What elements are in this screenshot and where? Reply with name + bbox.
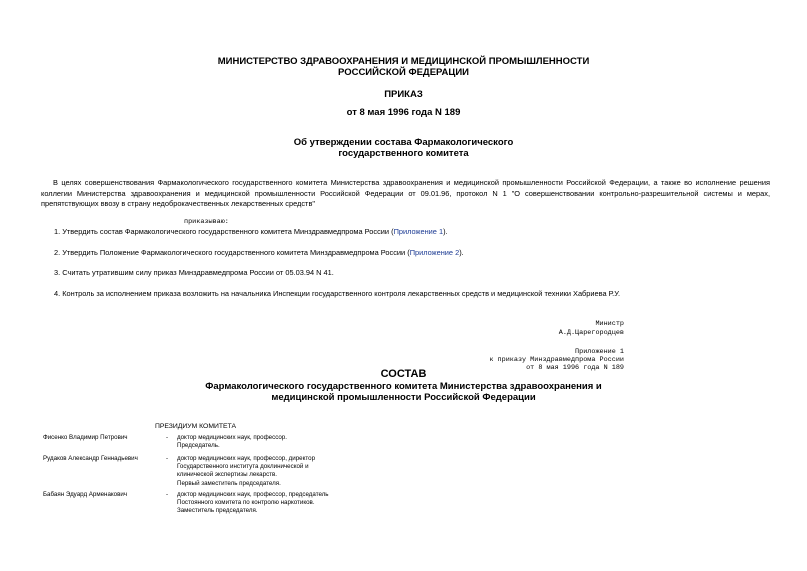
member-name: Бабаян Эдуард Арменакович: [43, 491, 128, 498]
member-description-line: доктор медицинских наук, профессор.: [177, 434, 287, 441]
member-description-line: Председатель.: [177, 442, 220, 450]
member-description: [177, 434, 387, 450]
member-description: [177, 491, 387, 516]
member-description-line: Государственного института доклинической и: [177, 463, 309, 471]
order-item-3: [54, 268, 774, 278]
ministry-name-line1: МИНИСТЕРСТВО ЗДРАВООХРАНЕНИЯ И МЕДИЦИНСКОЙ ПРОМЫШЛЕННОСТИ: [217, 56, 590, 67]
order-item-4: [54, 289, 774, 299]
order-word: приказываю:: [184, 218, 229, 226]
member-description: [177, 455, 387, 488]
member-description-line: Постоянного комитета по контролю наркотиков.: [177, 499, 315, 507]
member-dash: -: [166, 434, 169, 441]
document-subject-line1: Об утверждении состава Фармакологического: [293, 137, 514, 148]
member-description-line: Заместитель председателя.: [177, 507, 258, 515]
member-description-line: клинической экспертизы лекарств.: [177, 471, 277, 479]
member-name: Рудаков Александр Геннадьевич: [43, 455, 138, 462]
order-item-2-tail: ).: [459, 248, 464, 257]
order-item-2-text: 2. Утвердить Положение Фармакологического государственного комитета Минздравмедпрома России (: [54, 248, 410, 257]
order-item-2: [54, 248, 774, 258]
document-date: от 8 мая 1996 года N 189: [346, 107, 461, 118]
appendix-ref-line2: к приказу Минздравмедпрома России: [489, 356, 624, 364]
appendix-2-link[interactable]: Приложение 2: [409, 248, 460, 257]
document-type: ПРИКАЗ: [384, 89, 423, 100]
appendix-ref-line3: от 8 мая 1996 года N 189: [526, 364, 624, 372]
signature-name: А.Д.Царегородцев: [558, 329, 624, 337]
order-item-1: [54, 227, 774, 237]
order-item-1-text: 1. Утвердить состав Фармакологического государственного комитета Минздравмедпрома России (: [54, 227, 394, 236]
composition-title: СОСТАВ: [380, 368, 427, 380]
appendix-ref-line1: Приложение 1: [575, 348, 624, 356]
member-name: Фисенко Владимир Петрович: [43, 434, 128, 441]
presidium-heading: ПРЕЗИДИУМ КОМИТЕТА: [155, 423, 237, 430]
member-description-line: доктор медицинских наук, профессор, директор: [177, 455, 316, 462]
document-subject-line2: государственного комитета: [338, 148, 469, 159]
composition-subtitle-line2: медицинской промышленности Российской Федерации: [271, 392, 536, 403]
signature-title: Министр: [595, 320, 624, 328]
order-item-1-tail: ).: [443, 227, 448, 236]
ministry-name-line2: РОССИЙСКОЙ ФЕДЕРАЦИИ: [337, 67, 469, 78]
member-description-line: Первый заместитель председателя.: [177, 479, 281, 487]
member-dash: -: [166, 491, 169, 498]
order-item-3-text: 3. Считать утратившим силу приказ Минздравмедпрома России от 05.03.94 N 41.: [54, 268, 334, 277]
composition-subtitle-line1: Фармакологического государственного комитета Министерства здравоохранения и: [205, 381, 602, 392]
appendix-1-link[interactable]: Приложение 1: [393, 227, 444, 236]
intro-paragraph: В целях совершенствования Фармакологического государственного комитета Министерства здравоохранения и медицинской промышленности Российской Федерации, а также во исполнение решения коллегии Министерства здравоохранения и медицинской промышленности Российской Федерации от 09.01.96, протокол N 1 "О совершенствовании контрольно-разрешительной системы и мерах, препятствующих ввозу в страну недоброкачественных лекарственных средств": [41, 178, 770, 208]
member-description-line: доктор медицинских наук, профессор, председатель: [177, 491, 329, 498]
member-dash: -: [166, 455, 169, 462]
order-item-4-text: 4. Контроль за исполнением приказа возложить на начальника Инспекции государственного контроля лекарственных средств и медицинской техники Хабриева Р.У.: [54, 289, 620, 298]
